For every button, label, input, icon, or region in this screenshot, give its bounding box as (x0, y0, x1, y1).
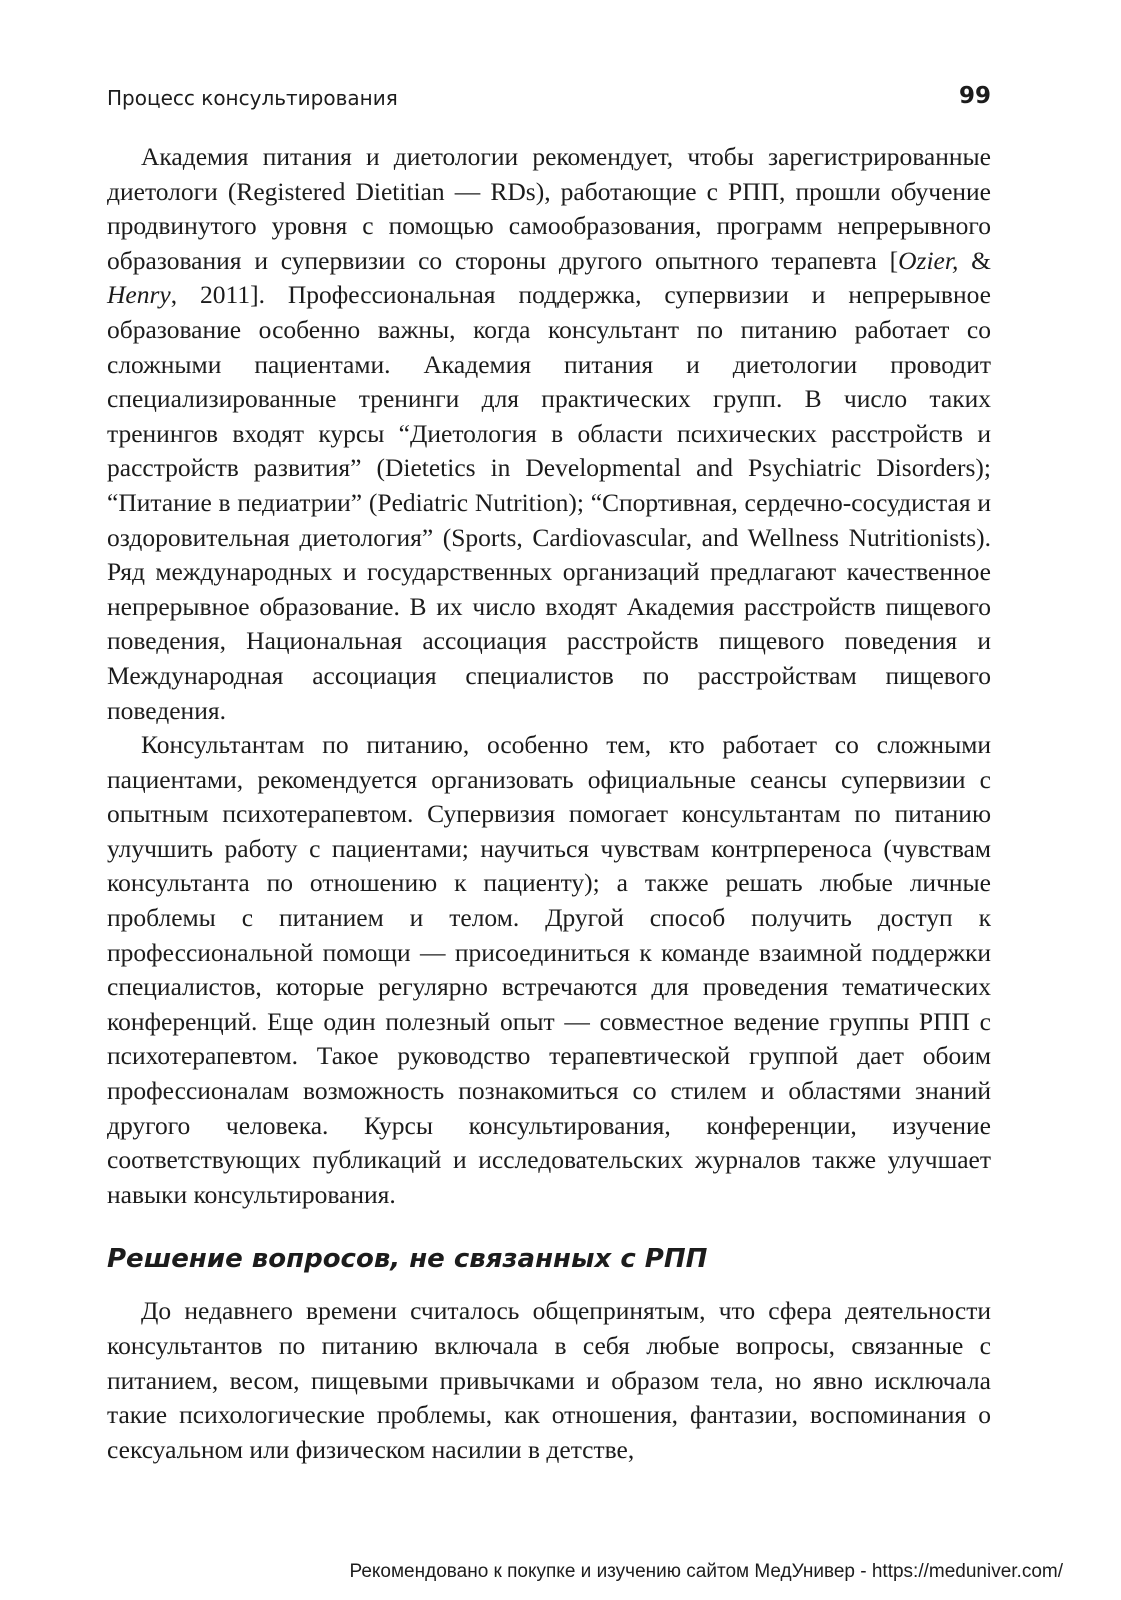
paragraph-1-text-b: , 2011]. Профессиональная поддержка, супервизии и непрерывное образование особенно важны, когда консультант по питанию работает со сложными пациентами. Академия питания и диетологии проводит специализированные тренинги для практических групп. В число таких тренингов входят курсы “Диетология в области психических расстройств и расстройств развития” (Dietetics in Developmental and Psychiatric Disorders); “Питание в педиатрии” (Pediatric Nutrition); “Спортивная, сердечно-сосудистая и оздоровительная диетология” (Sports, Cardiovascular, and Wellness Nutritionists). Ряд международных и государственных организаций предлагают качественное непрерывное образование. В их число входят Академия расстройств пищевого поведения, Национальная ассоциация расстройств пищевого поведения и Международная ассоциация специалистов по расстройствам пищевого поведения. (107, 280, 991, 725)
running-title: Процесс консультирования (107, 86, 398, 110)
paragraph-1 (107, 140, 991, 728)
citation-ampersand: & (958, 245, 991, 275)
citation-author-2: Henry (107, 280, 171, 310)
paragraph-2: Консультантам по питанию, особенно тем, кто работает со сложными пациентами, рекомендуется организовать официальные сеансы супервизии с опытным психотерапевтом. Супервизия помогает консультантам по питанию улучшить работу с пациентами; научиться чувствам контрпереноса (чувствам консультанта по отношению к пациенту); а также решать любые личные проблемы с питанием и телом. Другой способ получить доступ к профессиональной помощи — присоединиться к команде взаимной поддержки специалистов, которые регулярно встречаются для проведения тематических конференций. Еще один полезный опыт — совместное ведение группы РПП с психотерапевтом. Такое руководство терапевтической группой дает обоим профессионалам возможность познакомиться со стилем и областями знаний другого человека. Курсы консультирования, конференции, изучение соответствующих публикаций и исследовательских журналов также улучшает навыки консультирования. (107, 730, 991, 1209)
page-body (107, 140, 991, 1467)
citation-author-1: Ozier, (898, 245, 959, 275)
paragraph-3: До недавнего времени считалось общепринятым, что сфера деятельности консультантов по питанию включала в себя любые вопросы, связанные с питанием, весом, пищевыми привычками и образом тела, но явно исключала такие психологические проблемы, как отношения, фантазии, воспоминания о сексуальном или физическом насилии в детстве, (107, 1296, 991, 1464)
page-header (107, 83, 991, 118)
page-number: 99 (958, 83, 991, 109)
section-heading: Решение вопросов, не связанных с РПП (107, 1244, 708, 1275)
footer-note: Рекомендовано к покупке и изучению сайтом МедУнивер - https://meduniver.com/ (349, 1561, 1063, 1582)
paragraph-1-text-a: Академия питания и диетологии рекомендует, чтобы зарегистрированные диетологи (Registered Dietitian — RDs), работающие с РПП, прошли обучение продвинутого уровня с помощью самообразования, программ непрерывного образования и супервизии со стороны другого опытного терапевта [ (107, 142, 991, 275)
